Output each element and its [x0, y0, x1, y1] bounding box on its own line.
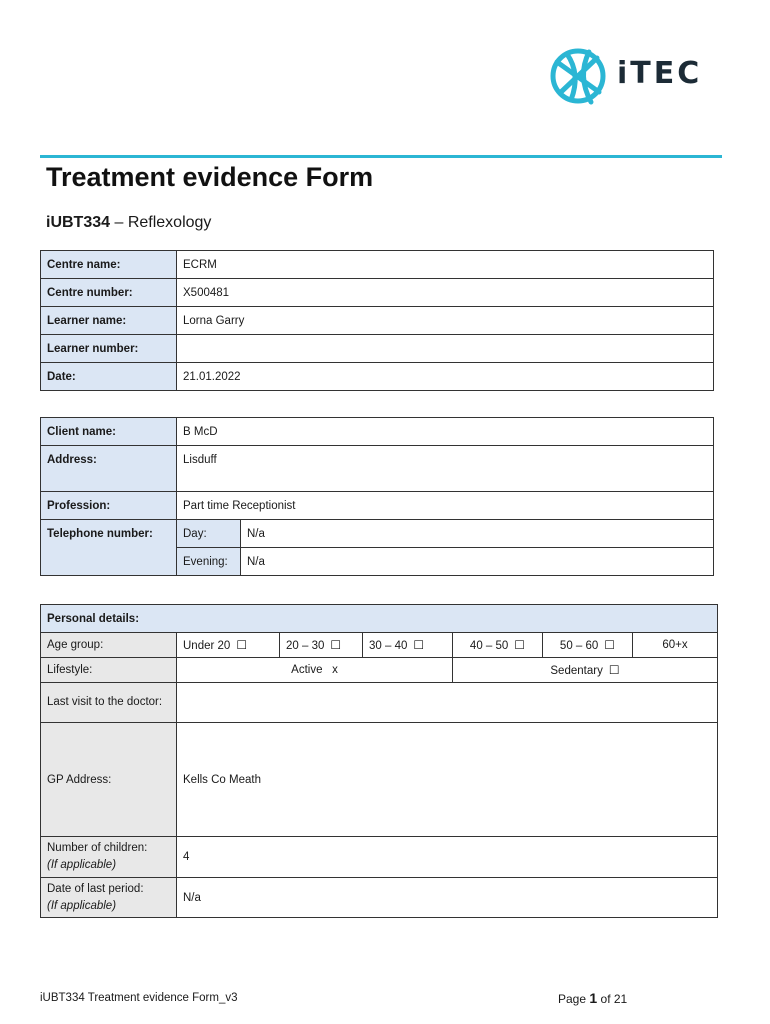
- table-row: [41, 837, 718, 878]
- profession-field[interactable]: Part time Receptionist: [177, 492, 714, 520]
- age-option-60-plus[interactable]: 60+x: [633, 633, 718, 658]
- learner-number-label: Learner number:: [41, 335, 177, 363]
- itec-logo: [547, 44, 722, 108]
- page-subtitle: [46, 214, 211, 232]
- checkbox-icon[interactable]: ☐: [330, 638, 342, 652]
- table-row: [41, 658, 718, 683]
- day-label: Day:: [177, 520, 241, 548]
- centre-number-field[interactable]: X500481: [177, 279, 714, 307]
- client-name-field[interactable]: B McD: [177, 418, 714, 446]
- selected-mark[interactable]: x: [681, 639, 688, 651]
- address-field[interactable]: Lisduff: [177, 446, 714, 492]
- table-row: [41, 251, 714, 279]
- children-field[interactable]: 4: [177, 837, 718, 878]
- date-field[interactable]: 21.01.2022: [177, 363, 714, 391]
- table-row: [41, 878, 718, 918]
- centre-name-field[interactable]: ECRM: [177, 251, 714, 279]
- page-title: Treatment evidence Form: [46, 162, 374, 192]
- table-row: [41, 446, 714, 492]
- gp-address-field[interactable]: Kells Co Meath: [177, 723, 718, 837]
- age-option-50-60[interactable]: 50 – 60 ☐: [543, 633, 633, 658]
- age-option-under-20[interactable]: Under 20 ☐: [177, 633, 280, 658]
- unit-code: iUBT334: [46, 214, 111, 231]
- header-rule: [40, 155, 722, 158]
- centre-number-label: Centre number:: [41, 279, 177, 307]
- last-visit-field[interactable]: [177, 683, 718, 723]
- learner-number-field[interactable]: [177, 335, 714, 363]
- footer-doc-name: iUBT334 Treatment evidence Form_v3: [40, 992, 238, 1004]
- age-option-40-50[interactable]: 40 – 50 ☐: [453, 633, 543, 658]
- checkbox-icon[interactable]: ☐: [604, 638, 616, 652]
- lifestyle-active-option[interactable]: Active x: [177, 658, 453, 683]
- table-row: [41, 492, 714, 520]
- profession-label: Profession:: [41, 492, 177, 520]
- table-row: [41, 307, 714, 335]
- table-row: [41, 363, 714, 391]
- personal-details-header: Personal details:: [41, 605, 718, 633]
- itec-globe-icon: [547, 44, 609, 108]
- age-group-label: Age group:: [41, 633, 177, 658]
- learner-name-field[interactable]: Lorna Garry: [177, 307, 714, 335]
- client-details-table: [40, 417, 714, 576]
- telephone-label: Telephone number:: [41, 520, 177, 576]
- table-row: [41, 279, 714, 307]
- checkbox-icon[interactable]: ☐: [413, 638, 425, 652]
- day-phone-field[interactable]: N/a: [241, 520, 714, 548]
- footer-page-number: Page 1 of 21: [558, 990, 628, 1006]
- address-label: Address:: [41, 446, 177, 492]
- last-period-label: Date of last period: (If applicable): [41, 878, 177, 918]
- date-label: Date:: [41, 363, 177, 391]
- centre-name-label: Centre name:: [41, 251, 177, 279]
- evening-phone-field[interactable]: N/a: [241, 548, 714, 576]
- personal-details-table: [40, 604, 718, 918]
- table-row: [41, 520, 714, 548]
- checkbox-icon[interactable]: ☐: [514, 638, 526, 652]
- evening-label: Evening:: [177, 548, 241, 576]
- checkbox-icon[interactable]: ☐: [236, 638, 248, 652]
- learner-name-label: Learner name:: [41, 307, 177, 335]
- age-option-30-40[interactable]: 30 – 40 ☐: [363, 633, 453, 658]
- gp-address-label: GP Address:: [41, 723, 177, 837]
- age-option-20-30[interactable]: 20 – 30 ☐: [280, 633, 363, 658]
- checkbox-icon[interactable]: ☐: [608, 663, 620, 677]
- lifestyle-label: Lifestyle:: [41, 658, 177, 683]
- itec-logo-text: iTEC: [617, 56, 703, 91]
- last-period-field[interactable]: N/a: [177, 878, 718, 918]
- subtitle-separator: –: [110, 214, 128, 231]
- lifestyle-sedentary-option[interactable]: Sedentary ☐: [453, 658, 718, 683]
- table-row: [41, 723, 718, 837]
- unit-name: Reflexology: [127, 214, 212, 231]
- children-label: Number of children: (If applicable): [41, 837, 177, 878]
- table-row: [41, 418, 714, 446]
- table-row: [41, 633, 718, 658]
- last-visit-label: Last visit to the doctor:: [41, 683, 177, 723]
- table-row: [41, 335, 714, 363]
- selected-mark[interactable]: x: [332, 664, 338, 676]
- centre-details-table: [40, 250, 714, 391]
- table-row: [41, 605, 718, 633]
- client-name-label: Client name:: [41, 418, 177, 446]
- table-row: [41, 683, 718, 723]
